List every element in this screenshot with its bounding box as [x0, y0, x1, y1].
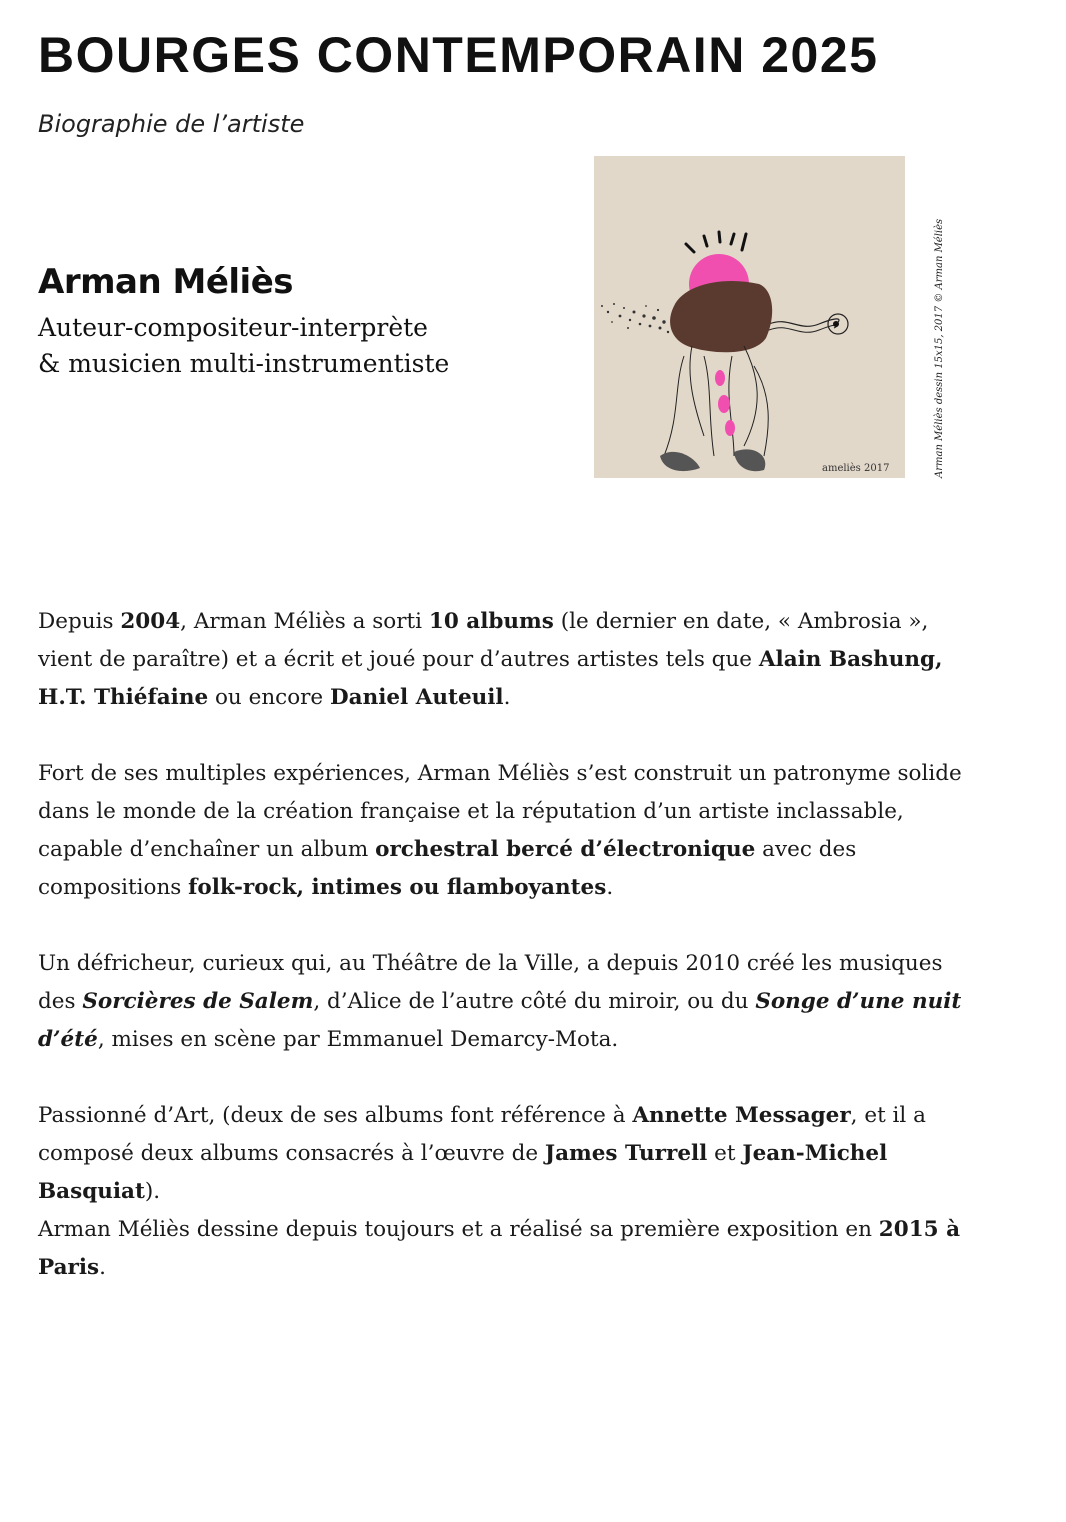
- artist-name: Arman Méliès: [38, 262, 293, 302]
- artist-role: [38, 310, 558, 383]
- page-subtitle: Biographie de l’artiste: [38, 110, 305, 138]
- artist-role-line-1: Auteur-compositeur-interprète: [38, 313, 428, 342]
- bio-paragraph-1: Depuis 2004, Arman Méliès a sorti 10 albums (le dernier en date, « Ambrosia », vient de paraître) et a écrit et joué pour d’autres artistes tels que Alain Bashung, H.T. Thiéfaine ou encore Daniel Auteuil.: [38, 609, 943, 710]
- artwork-signature: ameliès 2017: [822, 463, 890, 474]
- artwork-drawing: [594, 156, 905, 478]
- bio-paragraph-2: Fort de ses multiples expériences, Arman Méliès s’est construit un patronyme solide dans le monde de la création française et la réputation d’un artiste inclassable, capable d’enchaîner un album orchestral bercé d’électronique avec des compositions folk-rock, intimes ou flamboyantes.: [38, 761, 962, 900]
- bio-paragraph-4: Passionné d’Art, (deux de ses albums font référence à Annette Messager, et il a composé deux albums consacrés à l’œuvre de James Turrell et Jean-Michel Basquiat).: [38, 1103, 926, 1204]
- bio-paragraph-5: Arman Méliès dessine depuis toujours et a réalisé sa première exposition en 2015 à Paris.: [38, 1217, 961, 1280]
- artwork-image: [594, 156, 905, 478]
- page-title: BOURGES CONTEMPORAIN 2025: [38, 27, 879, 83]
- artist-role-line-2: & musicien multi-instrumentiste: [38, 349, 450, 379]
- biography-text: [38, 603, 968, 1287]
- bio-paragraph-3: Un défricheur, curieux qui, au Théâtre de la Ville, a depuis 2010 créé les musiques des Sorcières de Salem, d’Alice de l’autre côté du miroir, ou du Songe d’une nuit d’été, mises en scène par Emmanuel Demarcy-Mota.: [38, 951, 962, 1052]
- artwork-credit: Arman Méliès dessin 15x15, 2017 © Arman Méliès: [934, 218, 945, 478]
